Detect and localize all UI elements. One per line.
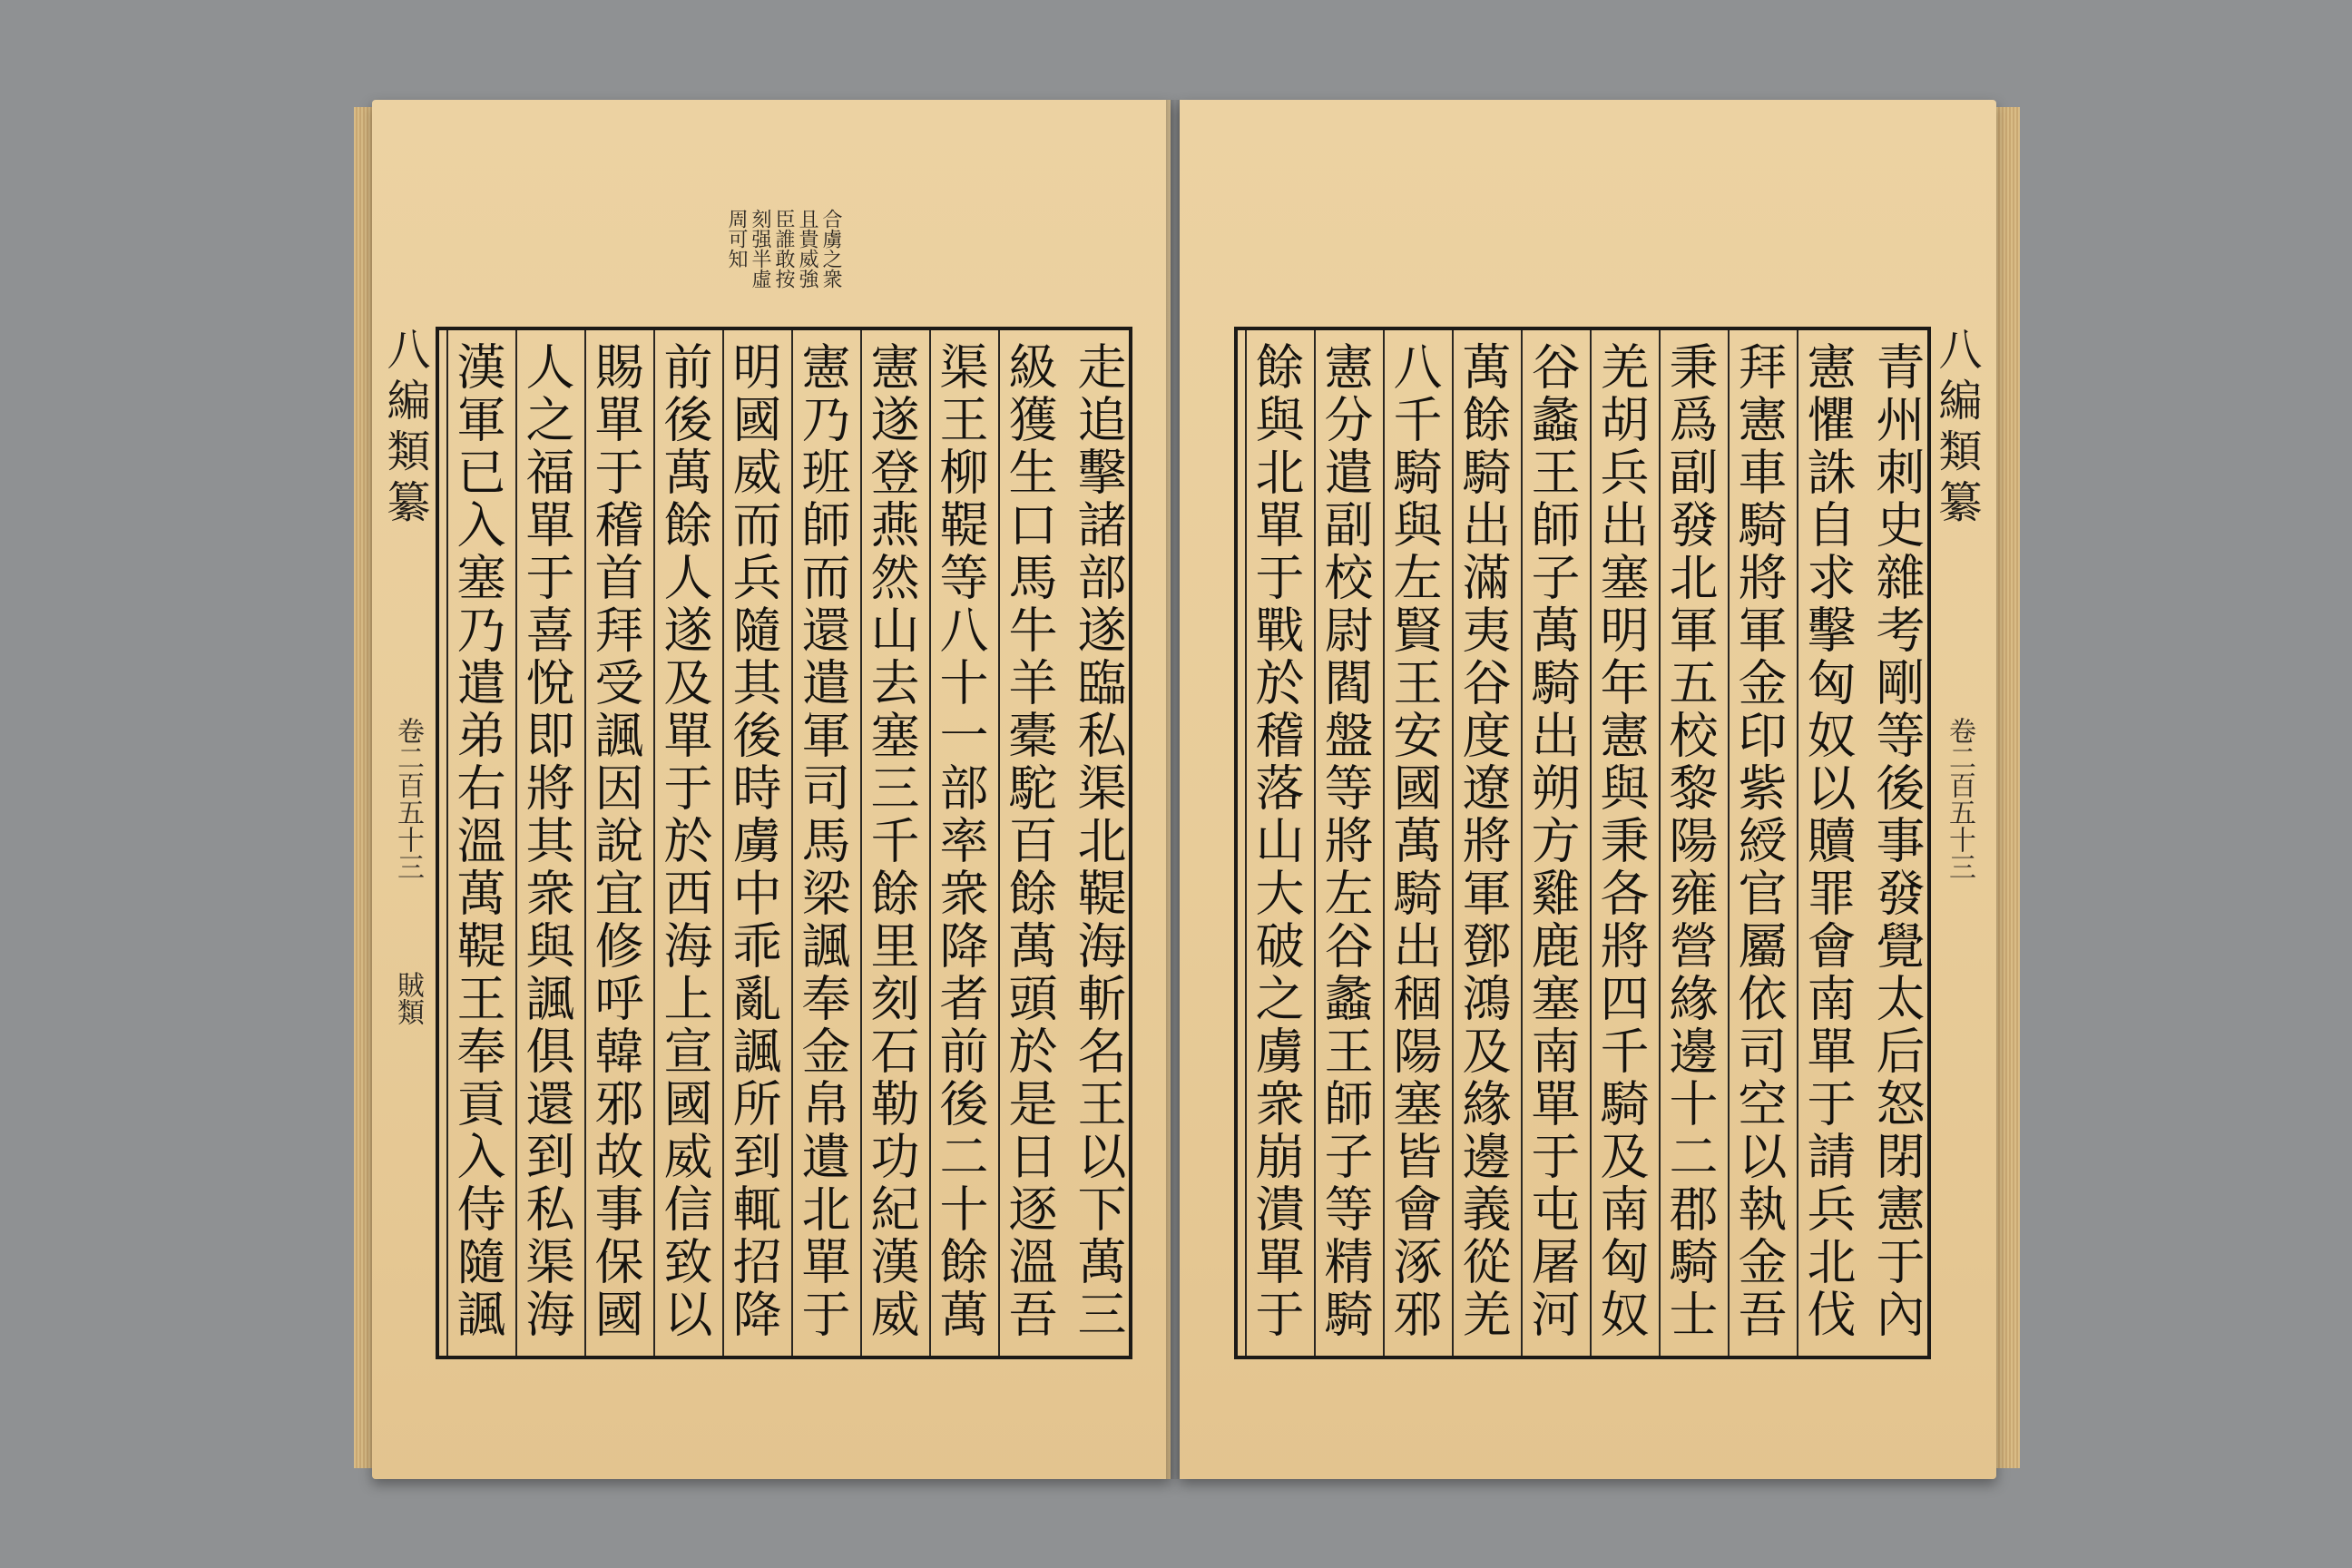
right-margin-title: 八編類纂 <box>1931 327 1982 530</box>
left-column-4: 憲遂登燕然山去塞三千餘里刻石勒功紀漢威 <box>860 330 922 1356</box>
right-margin-volume: 卷二百五十三 <box>1944 717 1975 880</box>
left-column-6: 明國威而兵隨其後時虜中乖亂諷所到輒招降 <box>722 330 784 1356</box>
left-text-frame <box>436 327 1132 1359</box>
right-column-4: 秉爲副發北軍五校黎陽雍營緣邊十二郡騎士 <box>1659 330 1720 1356</box>
right-page <box>1180 100 1996 1479</box>
left-column-3: 渠王柳鞮等八十一部率衆降者前後二十餘萬 <box>929 330 991 1356</box>
right-column-1: 青州刺史雜考剛等後事發覺太后怒閉憲于內 <box>1868 341 1926 1341</box>
left-margin-title: 八編類纂 <box>379 327 430 530</box>
left-column-8: 賜單于稽首拜受諷因說宜修呼韓邪故事保國 <box>584 330 646 1356</box>
head-note-5: 周可知 <box>725 209 748 269</box>
head-note-4: 刻强半虛 <box>749 209 771 289</box>
left-column-10: 漢軍已入塞乃遣弟右溫萬鞮王奉貢入侍隨諷 <box>446 330 508 1356</box>
right-column-7: 萬餘騎出滿夷谷度遼將軍鄧鴻及緣邊義從羌 <box>1452 330 1514 1356</box>
right-column-8: 八千騎與左賢王安國萬騎出稒陽塞皆會涿邪 <box>1383 330 1445 1356</box>
left-column-7: 前後萬餘人遂及單于於西海上宣國威信致以 <box>653 330 715 1356</box>
head-note-2: 且貴威強 <box>796 209 818 289</box>
right-text-frame <box>1234 327 1931 1359</box>
right-column-2: 憲懼誅自求擊匈奴以贖罪會南單于請兵北伐 <box>1797 330 1858 1356</box>
right-column-6: 谷蠡王師子萬騎出朔方雞鹿塞南單于屯屠河 <box>1521 330 1583 1356</box>
head-note-1: 合虜之衆 <box>819 209 842 289</box>
book-spread <box>354 91 2033 1488</box>
left-column-9: 人之福單于喜悅即將其衆與諷俱還到私渠海 <box>515 330 577 1356</box>
right-page-edge <box>1993 107 2020 1468</box>
right-column-5: 羌胡兵出塞明年憲與秉各將四千騎及南匈奴 <box>1590 330 1651 1356</box>
left-column-1: 走追擊諸部遂臨私渠北鞮海斬名王以下萬三 <box>1070 341 1127 1341</box>
right-column-3: 拜憲車騎將軍金印紫綬官屬依司空以執金吾 <box>1728 330 1789 1356</box>
right-column-10: 餘與北單于戰於稽落山大破之虜衆崩潰單于 <box>1245 330 1307 1356</box>
left-column-5: 憲乃班師而還遣軍司馬梁諷奉金帛遺北單于 <box>791 330 853 1356</box>
left-margin-section: 賊類 <box>392 971 424 1025</box>
head-note-3: 臣誰敢按 <box>772 209 795 289</box>
left-column-2: 級獲生口馬牛羊橐駝百餘萬頭於是日逐溫吾 <box>998 330 1060 1356</box>
left-margin-volume: 卷二百五十三 <box>392 717 424 880</box>
left-page <box>372 100 1171 1479</box>
right-column-9: 憲分遣副校尉閻盤等將左谷蠡王師子等精騎 <box>1314 330 1376 1356</box>
